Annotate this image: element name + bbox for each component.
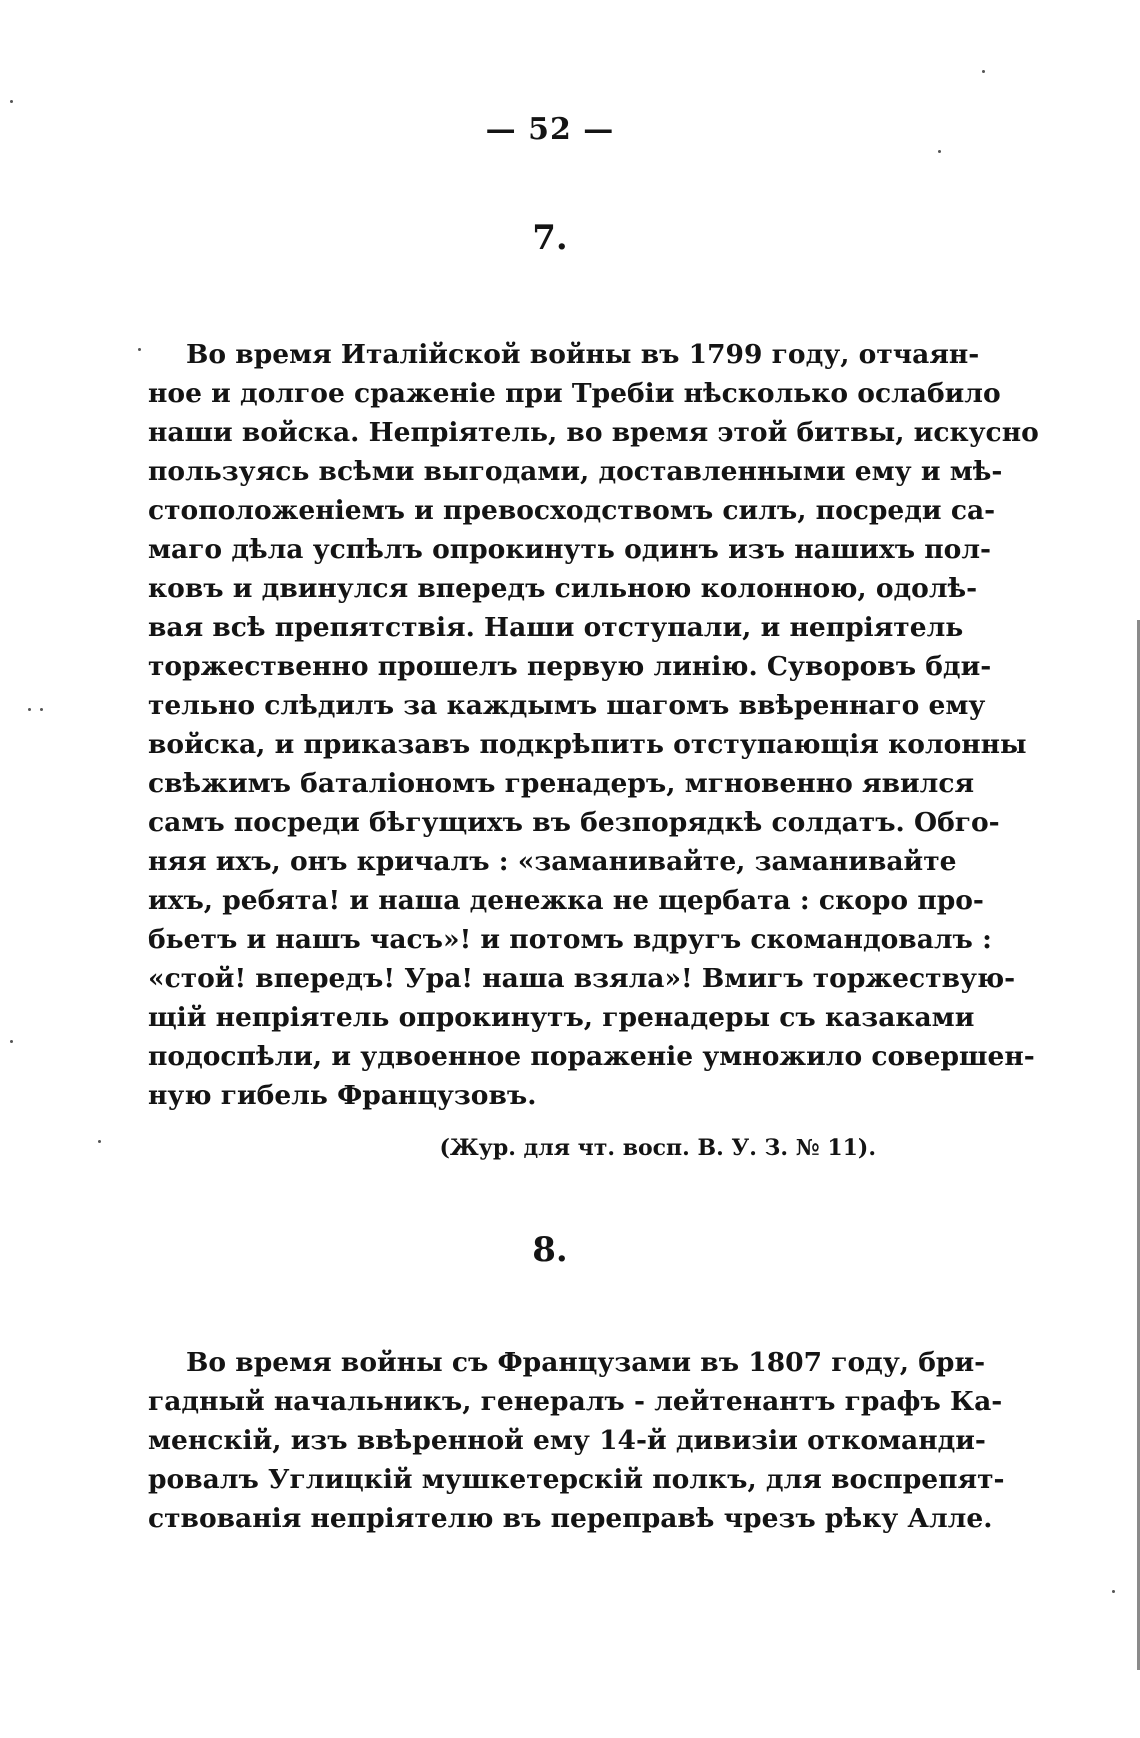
text-line: няя ихъ, онъ кричалъ : «заманивайте, заманивайте	[148, 846, 957, 877]
text-line: свѣжимъ баталіономъ гренадеръ, мгновенно явился	[148, 768, 975, 799]
scan-speck	[982, 70, 985, 73]
scan-speck	[28, 708, 31, 711]
text-line: менскій, изъ ввѣренной ему 14-й дивизіи откоманди-	[148, 1425, 986, 1456]
text-line: вая всѣ препятствія. Наши отступали, и непріятель	[148, 612, 964, 643]
text-line: тельно слѣдилъ за каждымъ шагомъ ввѣреннаго ему	[148, 690, 986, 721]
text-line: пользуясь всѣми выгодами, доставленными ему и мѣ-	[148, 456, 1003, 487]
source-citation: (Жур. для чт. восп. В. У. З. № 11).	[439, 1135, 876, 1161]
text-line: Во время Италійской войны въ 1799 году, отчаян-	[186, 339, 980, 370]
scan-speck	[138, 348, 141, 351]
scan-speck	[98, 1140, 101, 1143]
page-number: — 52 —	[485, 112, 615, 147]
text-line: ное и долгое сраженіе при Требіи нѣсколько ослабило	[148, 378, 1001, 409]
section-number-8: 8.	[532, 1230, 568, 1270]
text-line: бьетъ и нашъ часъ»! и потомъ вдругъ скомандовалъ :	[148, 924, 992, 955]
scan-speck	[938, 150, 941, 153]
text-line: ную гибель Французовъ.	[148, 1080, 537, 1111]
text-line: «стой! впередъ! Ура! наша взяла»! Вмигъ торжествую-	[148, 963, 1016, 994]
scan-speck	[1112, 1590, 1115, 1593]
text-line: торжественно прошелъ первую линію. Суворовъ бди-	[148, 651, 992, 682]
section-number-7: 7.	[532, 218, 568, 258]
section-8-paragraph	[148, 1343, 1005, 1538]
section-7-paragraph	[148, 335, 1039, 1115]
text-line: войска, и приказавъ подкрѣпить отступающія колонны	[148, 729, 1027, 760]
text-line: ровалъ Углицкій мушкетерскій полкъ, для воспрепят-	[148, 1464, 1005, 1495]
scan-speck	[40, 708, 43, 711]
text-line: Во время войны съ Французами въ 1807 году, бри-	[186, 1347, 986, 1378]
text-line: самъ посреди бѣгущихъ въ безпорядкѣ солдатъ. Обго-	[148, 807, 1000, 838]
scan-speck	[10, 1040, 13, 1043]
text-line: подоспѣли, и удвоенное пораженіе умножило совершен-	[148, 1041, 1035, 1072]
text-line: наши войска. Непріятель, во время этой битвы, искусно	[148, 417, 1039, 448]
text-line: ковъ и двинулся впередъ сильною колонною, одолѣ-	[148, 573, 978, 604]
text-line: гадный начальникъ, генералъ - лейтенантъ графъ Ка-	[148, 1386, 1003, 1417]
text-line: щій непріятель опрокинутъ, гренадеры съ казаками	[148, 1002, 975, 1033]
text-line: ихъ, ребята! и наша денежка не щербата : скоро про-	[148, 885, 984, 916]
text-line: ствованія непріятелю въ переправѣ чрезъ рѣку Алле.	[148, 1503, 993, 1534]
scan-speck	[10, 100, 13, 103]
text-line: маго дѣла успѣлъ опрокинуть одинъ изъ нашихъ пол-	[148, 534, 992, 565]
text-line: стоположеніемъ и превосходствомъ силъ, посреди са-	[148, 495, 996, 526]
